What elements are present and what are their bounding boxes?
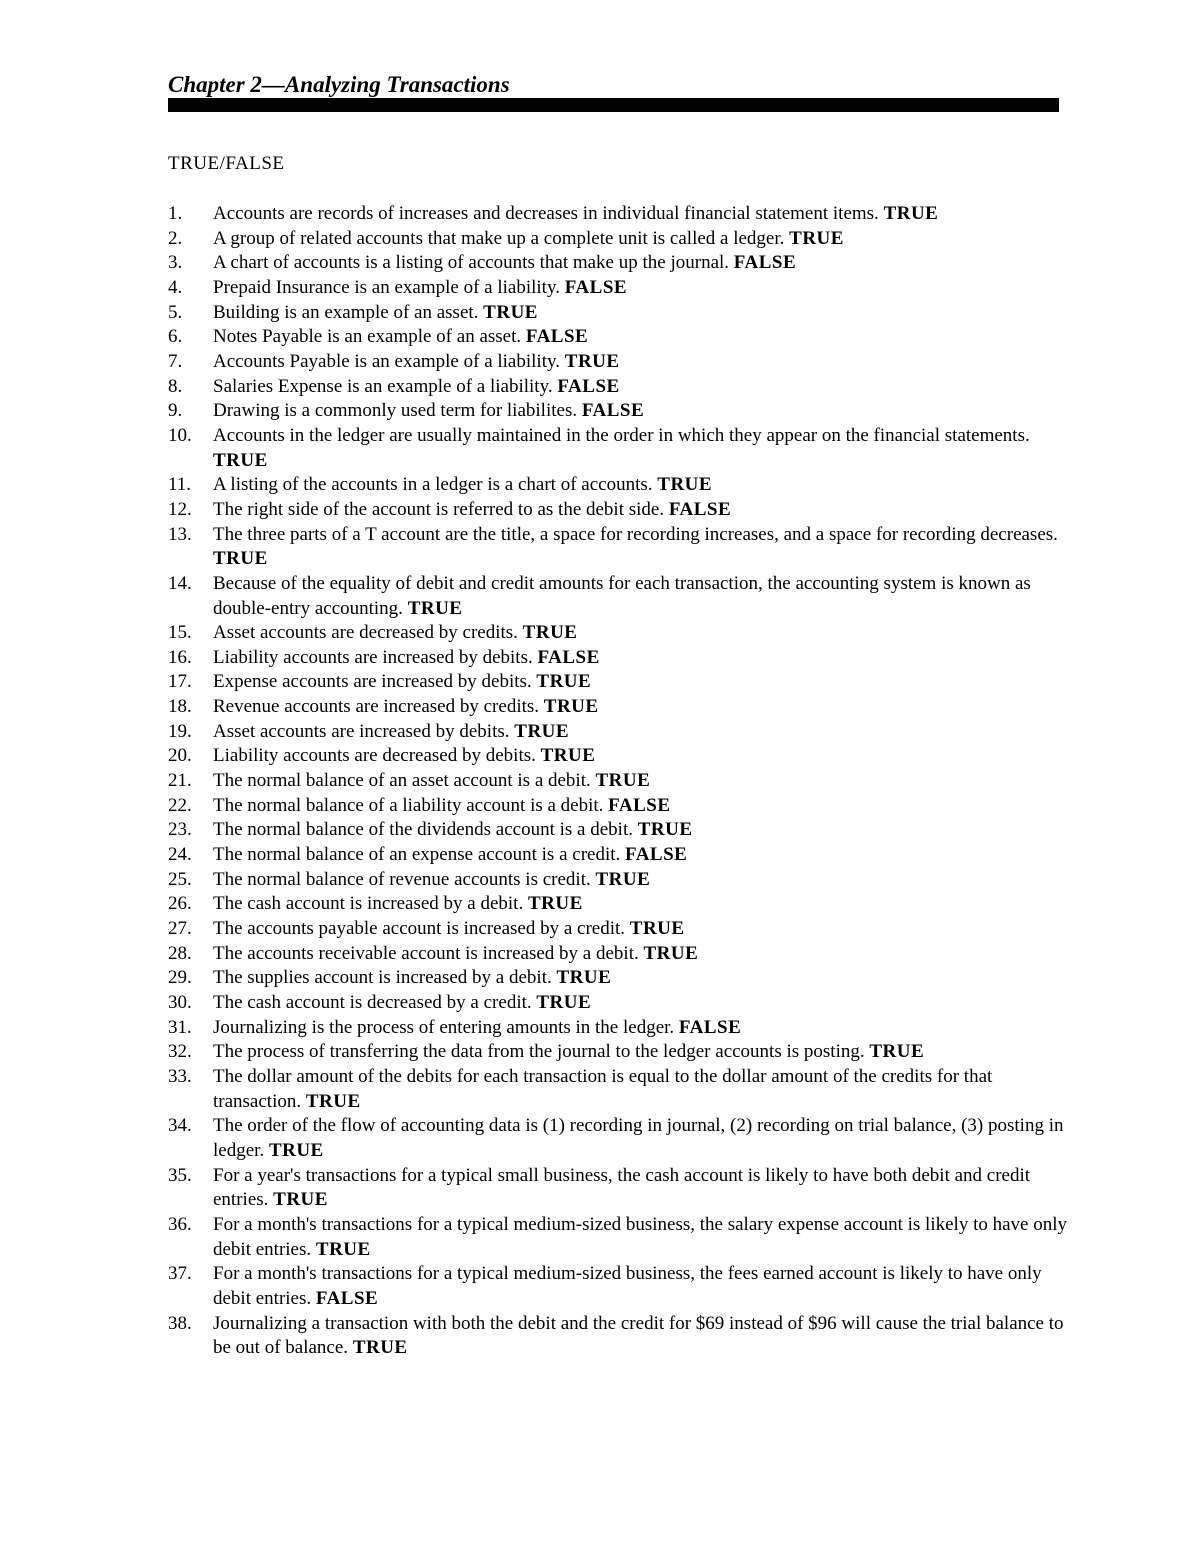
- question-text: Building is an example of an asset.: [213, 301, 484, 323]
- question-body: [213, 325, 1068, 350]
- question-item: [168, 991, 1068, 1016]
- question-number: 11.: [168, 474, 192, 496]
- answer-label: TRUE: [543, 696, 599, 718]
- question-item: [168, 1114, 1068, 1163]
- question-item: [168, 695, 1068, 720]
- answer-label: TRUE: [595, 770, 651, 792]
- answer-label: TRUE: [540, 745, 596, 767]
- question-body: [213, 1040, 1068, 1065]
- question-item: [168, 1262, 1068, 1311]
- question-text: The normal balance of an asset account is a debit.: [213, 770, 596, 792]
- answer-label: FALSE: [625, 844, 688, 866]
- question-body: [213, 1262, 1068, 1311]
- answer-label: TRUE: [273, 1189, 328, 1211]
- question-body: [213, 868, 1068, 893]
- question-item: [168, 892, 1068, 917]
- question-item: [168, 621, 1068, 646]
- answer-label: TRUE: [595, 868, 651, 890]
- answer-label: TRUE: [556, 967, 612, 989]
- question-text: The supplies account is increased by a debit.: [213, 967, 557, 989]
- answer-label: TRUE: [213, 449, 268, 471]
- question-number: 33.: [168, 1065, 192, 1087]
- question-body: [213, 917, 1068, 942]
- question-text: Journalizing a transaction with both the debit and the credit for $69 instead of $96 will cause the trial balance to be out of balance.: [213, 1312, 1064, 1359]
- answer-label: FALSE: [315, 1287, 379, 1309]
- question-text: Expense accounts are increased by debits.: [213, 671, 537, 693]
- question-number: 20.: [168, 745, 192, 767]
- answer-label: FALSE: [525, 326, 589, 348]
- question-item: [168, 325, 1068, 350]
- question-number: 21.: [168, 770, 192, 792]
- question-number: 16.: [168, 646, 192, 668]
- question-item: [168, 843, 1068, 868]
- question-item: [168, 202, 1068, 227]
- question-number: 26.: [168, 893, 192, 915]
- question-text: The normal balance of a liability account is a debit.: [213, 794, 609, 816]
- question-item: [168, 818, 1068, 843]
- question-body: [213, 572, 1068, 621]
- question-text: Drawing is a commonly used term for liabilites.: [213, 400, 582, 422]
- question-item: [168, 276, 1068, 301]
- question-item: [168, 251, 1068, 276]
- question-item: [168, 794, 1068, 819]
- question-number: 31.: [168, 1016, 192, 1038]
- question-body: [213, 794, 1068, 819]
- question-item: [168, 375, 1068, 400]
- question-body: [213, 818, 1068, 843]
- answer-label: TRUE: [514, 720, 570, 742]
- chapter-title: Chapter 2—Analyzing Transactions: [168, 72, 510, 97]
- question-item: [168, 1040, 1068, 1065]
- question-number: 27.: [168, 918, 192, 940]
- question-number: 4.: [168, 276, 183, 298]
- answer-label: TRUE: [268, 1139, 324, 1161]
- answer-label: FALSE: [608, 794, 671, 816]
- question-body: [213, 1213, 1068, 1262]
- question-body: [213, 1164, 1068, 1213]
- question-item: [168, 227, 1068, 252]
- question-item: [168, 720, 1068, 745]
- question-number: 37.: [168, 1263, 192, 1285]
- question-item: [168, 301, 1068, 326]
- question-text: The cash account is increased by a debit.: [213, 893, 528, 915]
- question-number: 35.: [168, 1164, 192, 1186]
- question-body: [213, 621, 1068, 646]
- question-item: [168, 769, 1068, 794]
- question-text: Liability accounts are decreased by debits.: [213, 745, 541, 767]
- answer-label: TRUE: [637, 819, 693, 841]
- question-text: Accounts in the ledger are usually maintained in the order in which they appear on the financial statements.: [213, 424, 1030, 446]
- question-text: For a month's transactions for a typical medium-sized business, the fees earned account is likely to have only debit entries.: [213, 1263, 1042, 1309]
- answer-label: TRUE: [869, 1041, 925, 1063]
- question-body: [213, 720, 1068, 745]
- question-body: [213, 892, 1068, 917]
- question-item: [168, 646, 1068, 671]
- answer-label: TRUE: [629, 918, 685, 940]
- section-heading: TRUE/FALSE: [168, 153, 285, 174]
- question-body: [213, 375, 1068, 400]
- question-item: [168, 1016, 1068, 1041]
- question-number: 36.: [168, 1213, 192, 1235]
- answer-label: TRUE: [527, 893, 583, 915]
- question-body: [213, 498, 1068, 523]
- question-item: [168, 917, 1068, 942]
- question-text: A chart of accounts is a listing of accounts that make up the journal.: [213, 252, 734, 274]
- question-number: 9.: [168, 400, 183, 422]
- question-number: 15.: [168, 622, 192, 644]
- question-number: 14.: [168, 572, 192, 594]
- question-item: [168, 1213, 1068, 1262]
- question-body: [213, 227, 1068, 252]
- question-text: Liability accounts are increased by debits.: [213, 646, 538, 668]
- question-item: [168, 942, 1068, 967]
- question-number: 1.: [168, 203, 183, 224]
- question-number: 3.: [168, 252, 183, 274]
- question-text: Notes Payable is an example of an asset.: [213, 326, 526, 348]
- question-item: [168, 350, 1068, 375]
- question-body: [213, 276, 1068, 301]
- question-text: The three parts of a T account are the title, a space for recording increases, and a space for recording decreases.: [213, 523, 1058, 545]
- question-number: 34.: [168, 1115, 192, 1137]
- answer-label: TRUE: [643, 942, 699, 964]
- question-body: [213, 843, 1068, 868]
- question-body: [213, 251, 1068, 276]
- question-number: 5.: [168, 301, 183, 323]
- question-text: For a month's transactions for a typical medium-sized business, the salary expense account is likely to have only debit entries.: [213, 1213, 1067, 1260]
- question-text: The accounts receivable account is increased by a debit.: [213, 942, 644, 964]
- question-body: [213, 1016, 1068, 1041]
- question-item: [168, 572, 1068, 621]
- question-item: [168, 744, 1068, 769]
- question-body: [213, 202, 1068, 227]
- question-body: [213, 769, 1068, 794]
- question-text: Prepaid Insurance is an example of a liability.: [213, 276, 565, 298]
- answer-label: TRUE: [522, 622, 578, 644]
- question-number: 32.: [168, 1041, 192, 1063]
- question-text: The accounts payable account is increased by a credit.: [213, 918, 630, 940]
- answer-label: TRUE: [657, 474, 713, 496]
- question-text: Asset accounts are increased by debits.: [213, 720, 515, 742]
- question-number: 23.: [168, 819, 192, 841]
- answer-label: TRUE: [213, 548, 268, 570]
- question-body: [213, 1312, 1068, 1361]
- answer-label: FALSE: [537, 646, 600, 668]
- question-text: The normal balance of revenue accounts is credit.: [213, 868, 596, 890]
- question-number: 2.: [168, 227, 183, 249]
- question-text: The order of the flow of accounting data is (1) recording in journal, (2) recording on trial balance, (3) posting in ledger.: [213, 1115, 1064, 1161]
- question-text: Accounts are records of increases and decreases in individual financial statement items.: [213, 203, 884, 224]
- answer-label: FALSE: [557, 375, 620, 397]
- question-text: A listing of the accounts in a ledger is a chart of accounts.: [213, 474, 658, 496]
- question-item: [168, 966, 1068, 991]
- question-number: 22.: [168, 794, 192, 816]
- question-number: 29.: [168, 967, 192, 989]
- question-body: [213, 350, 1068, 375]
- answer-label: FALSE: [668, 498, 732, 520]
- question-body: [213, 966, 1068, 991]
- question-number: 25.: [168, 868, 192, 890]
- title-rule: [168, 98, 1059, 112]
- question-body: [213, 991, 1068, 1016]
- question-number: 10.: [168, 424, 192, 446]
- question-text: The process of transferring the data from the journal to the ledger accounts is posting.: [213, 1041, 870, 1063]
- question-body: [213, 744, 1068, 769]
- question-text: The normal balance of the dividends account is a debit.: [213, 819, 638, 841]
- question-body: [213, 424, 1068, 473]
- question-body: [213, 1114, 1068, 1163]
- question-text: Accounts Payable is an example of a liability.: [213, 350, 565, 372]
- question-text: Asset accounts are decreased by credits.: [213, 622, 523, 644]
- answer-label: TRUE: [883, 203, 939, 224]
- question-number: 19.: [168, 720, 192, 742]
- question-text: A group of related accounts that make up a complete unit is called a ledger.: [213, 227, 790, 249]
- answer-label: TRUE: [536, 992, 592, 1013]
- question-number: 7.: [168, 350, 183, 372]
- question-item: [168, 1065, 1068, 1114]
- answer-label: FALSE: [564, 276, 628, 298]
- question-item: [168, 1312, 1068, 1361]
- question-item: [168, 670, 1068, 695]
- question-text: Salaries Expense is an example of a liability.: [213, 375, 558, 397]
- answer-label: FALSE: [678, 1016, 742, 1038]
- question-item: [168, 399, 1068, 424]
- question-item: [168, 1164, 1068, 1213]
- question-body: [213, 942, 1068, 967]
- question-text: Journalizing is the process of entering amounts in the ledger.: [213, 1016, 679, 1038]
- question-body: [213, 670, 1068, 695]
- question-item: [168, 868, 1068, 893]
- question-text: The normal balance of an expense account is a credit.: [213, 844, 626, 866]
- answer-label: TRUE: [536, 671, 592, 693]
- question-body: [213, 301, 1068, 326]
- question-text: The right side of the account is referred to as the debit side.: [213, 498, 669, 520]
- question-number: 28.: [168, 942, 192, 964]
- question-body: [213, 695, 1068, 720]
- question-item: [168, 498, 1068, 523]
- question-body: [213, 1065, 1068, 1114]
- question-body: [213, 523, 1068, 572]
- question-number: 30.: [168, 992, 192, 1013]
- answer-label: TRUE: [789, 227, 844, 249]
- answer-label: TRUE: [315, 1238, 371, 1260]
- question-body: [213, 399, 1068, 424]
- question-text: Because of the equality of debit and credit amounts for each transaction, the accounting system is known as double-entry accounting.: [213, 572, 1031, 619]
- question-body: [213, 473, 1068, 498]
- answer-label: TRUE: [305, 1090, 361, 1112]
- answer-label: TRUE: [407, 597, 463, 619]
- question-item: [168, 473, 1068, 498]
- answer-label: TRUE: [483, 301, 538, 323]
- question-number: 18.: [168, 696, 192, 718]
- question-list: [168, 202, 1068, 1361]
- question-text: For a year's transactions for a typical small business, the cash account is likely to have both debit and credit entries.: [213, 1164, 1031, 1211]
- question-number: 8.: [168, 375, 183, 397]
- question-body: [213, 646, 1068, 671]
- answer-label: FALSE: [581, 400, 645, 422]
- answer-label: TRUE: [564, 350, 620, 372]
- question-text: Revenue accounts are increased by credits.: [213, 696, 544, 718]
- question-number: 6.: [168, 326, 183, 348]
- question-number: 13.: [168, 523, 192, 545]
- question-text: The cash account is decreased by a credit.: [213, 992, 537, 1013]
- question-text: The dollar amount of the debits for each transaction is equal to the dollar amount of the credits for that transaction.: [213, 1065, 993, 1112]
- question-number: 17.: [168, 671, 192, 693]
- question-number: 24.: [168, 844, 192, 866]
- question-item: [168, 424, 1068, 473]
- question-number: 38.: [168, 1312, 192, 1334]
- answer-label: TRUE: [352, 1337, 408, 1359]
- answer-label: FALSE: [733, 252, 797, 274]
- question-number: 12.: [168, 498, 192, 520]
- question-item: [168, 523, 1068, 572]
